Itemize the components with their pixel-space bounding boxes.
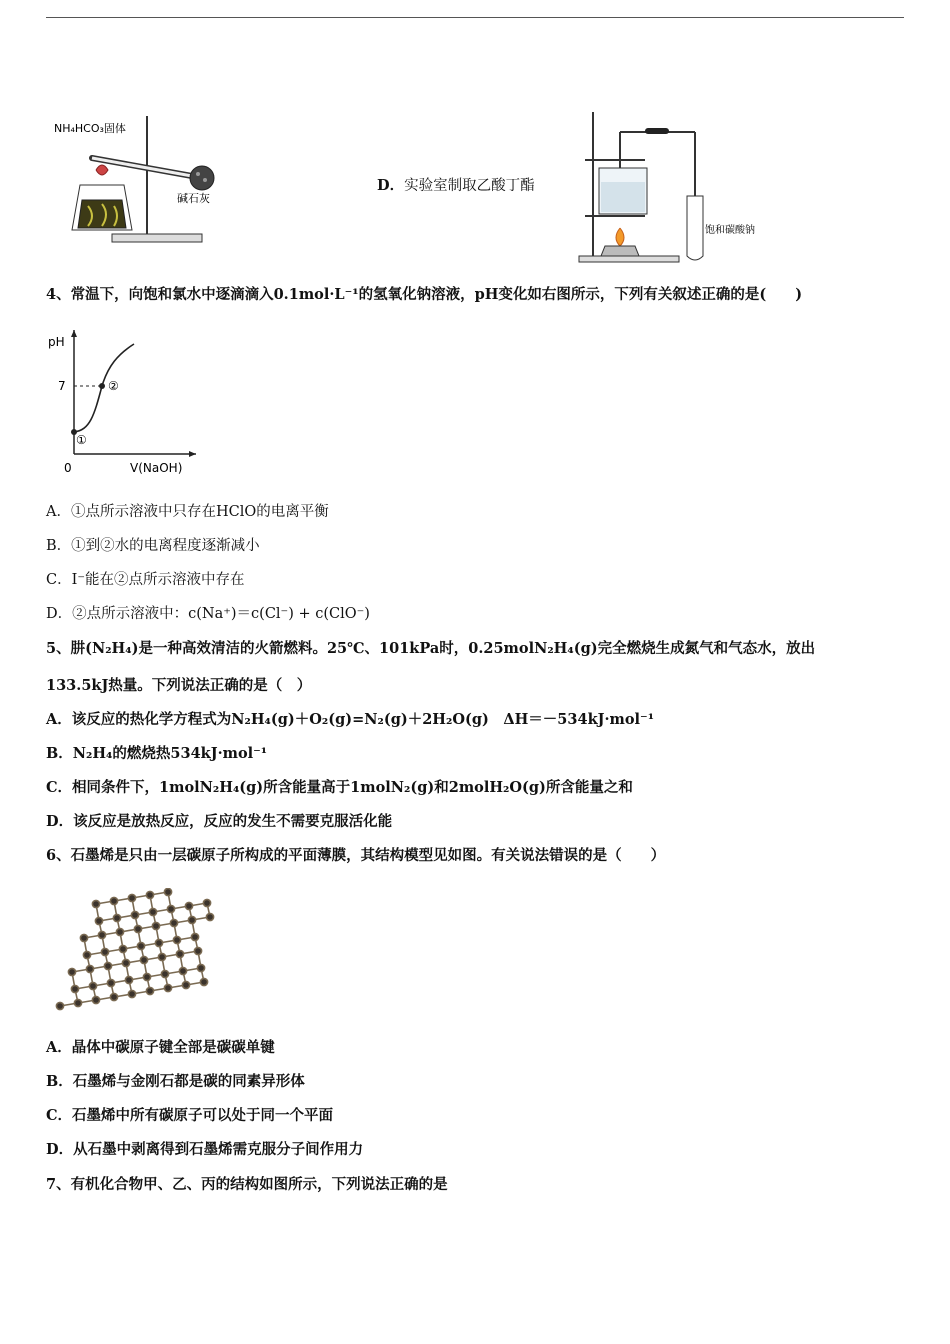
graphene-atom	[146, 987, 153, 994]
graphene-atom	[179, 967, 186, 974]
apparatus-reagent-label: NH₄HCO₃固体	[54, 122, 126, 135]
graphene-atom	[134, 925, 141, 932]
graphene-atom	[161, 970, 168, 977]
graphene-atom	[176, 950, 183, 957]
graphene-atom	[203, 899, 210, 906]
ph-tick-7: 7	[58, 379, 66, 393]
graphene-atom	[173, 936, 180, 943]
q4-stem: 4、常温下，向饱和氯水中逐滴滴入0.1mol·L⁻¹的氢氧化钠溶液，pH变化如右图所示，下列有关叙述正确的是( )	[46, 286, 803, 303]
q6-option-b: B．石墨烯与金刚石都是碳的同素异形体	[46, 1073, 305, 1090]
graphene-atom	[122, 959, 129, 966]
q5-option-d: D．该反应是放热反应，反应的发生不需要克服活化能	[46, 813, 393, 830]
graphene-model-image	[50, 888, 216, 1016]
graphene-atom	[110, 993, 117, 1000]
q7-stem: 7、有机化合物甲、乙、丙的结构如图所示，下列说法正确的是	[46, 1176, 448, 1193]
graphene-atom	[71, 985, 78, 992]
graphene-atom	[167, 905, 174, 912]
graphene-atom	[140, 956, 147, 963]
graphene-atom	[191, 933, 198, 940]
graphene-atom	[56, 1002, 63, 1009]
graphene-atom	[170, 919, 177, 926]
graphene-atom	[146, 891, 153, 898]
graphene-atom	[89, 982, 96, 989]
q5-option-a: A．该反应的热化学方程式为N₂H₄(g)＋O₂(g)=N₂(g)＋2H₂O(g) ΔH＝－534kJ·mol⁻¹	[46, 711, 655, 728]
graphene-atom	[206, 913, 213, 920]
graphene-atom	[98, 931, 105, 938]
graphene-atom	[92, 996, 99, 1003]
origin-label: 0	[64, 461, 72, 475]
graphene-atom	[128, 894, 135, 901]
graphene-atom	[152, 922, 159, 929]
q5-option-b: B．N₂H₄的燃烧热534kJ·mol⁻¹	[46, 745, 268, 762]
graphene-atom	[155, 939, 162, 946]
graphene-atom	[125, 976, 132, 983]
apparatus-figure-heating	[52, 110, 247, 250]
graphene-atom	[200, 978, 207, 985]
graphene-atom	[101, 948, 108, 955]
graphene-atom	[194, 947, 201, 954]
q6-stem: 6、石墨烯是只由一层碳原子所构成的平面薄膜，其结构模型见如图。有关说法错误的是（ ）	[46, 847, 666, 864]
graphene-atom	[164, 984, 171, 991]
graphene-atom	[182, 981, 189, 988]
q5-stem-line2: 133.5kJ热量。下列说法正确的是（ ）	[46, 677, 312, 694]
point-1-label: ①	[76, 433, 87, 447]
graphene-atom	[104, 962, 111, 969]
apparatus-absorbent-label: 碱石灰	[177, 192, 210, 205]
x-axis-label: V(NaOH)	[130, 461, 183, 475]
q6-option-c: C．石墨烯中所有碳原子可以处于同一个平面	[46, 1107, 334, 1124]
graphene-atom	[110, 897, 117, 904]
graphene-atom	[149, 908, 156, 915]
graphene-atom	[95, 917, 102, 924]
q4-option-c: C．I⁻能在②点所示溶液中存在	[46, 572, 245, 588]
graphene-atom	[116, 928, 123, 935]
graphene-atom	[68, 968, 75, 975]
graphene-atom	[80, 934, 87, 941]
q4-option-a: A．①点所示溶液中只存在HClO的电离平衡	[46, 504, 329, 520]
graphene-atom	[164, 888, 171, 895]
apparatus-tube-label: 饱和碳酸钠	[705, 225, 755, 236]
q5-stem-line1: 5、肼(N₂H₄)是一种高效清洁的火箭燃料。25℃、101kPa时，0.25molN₂H₄(g)完全燃烧生成氮气和气态水，放出	[46, 640, 816, 657]
header-rule	[46, 17, 904, 18]
q4-option-b: B．①到②水的电离程度逐渐减小	[46, 538, 260, 554]
graphene-atom	[158, 953, 165, 960]
ph-graph	[44, 326, 204, 478]
q6-option-a: A．晶体中碳原子键全部是碳碳单键	[46, 1039, 275, 1056]
graphene-atom	[83, 951, 90, 958]
graphene-atom	[185, 902, 192, 909]
q4-option-d: D．②点所示溶液中：c(Na⁺)＝c(Cl⁻) + c(ClO⁻)	[46, 606, 370, 622]
graphene-atom	[143, 973, 150, 980]
ph-axis-label: pH	[48, 335, 65, 349]
apparatus-figure-esterification	[575, 108, 770, 268]
graphene-atom	[107, 979, 114, 986]
graphene-atom	[119, 945, 126, 952]
graphene-atom	[86, 965, 93, 972]
point-2-label: ②	[108, 379, 119, 393]
graphene-atom	[113, 914, 120, 921]
graphene-atom	[74, 999, 81, 1006]
graphene-atom	[188, 916, 195, 923]
graphene-atom	[92, 900, 99, 907]
q5-option-c: C．相同条件下，1molN₂H₄(g)所含能量高于1molN₂(g)和2molH₂O(g)所含能量之和	[46, 779, 633, 796]
graphene-atom	[137, 942, 144, 949]
q3-option-d: D．实验室制取乙酸丁酯	[377, 177, 535, 194]
graphene-atom	[128, 990, 135, 997]
graphene-atom	[197, 964, 204, 971]
graphene-atom	[131, 911, 138, 918]
q6-option-d: D．从石墨中剥离得到石墨烯需克服分子间作用力	[46, 1141, 364, 1158]
